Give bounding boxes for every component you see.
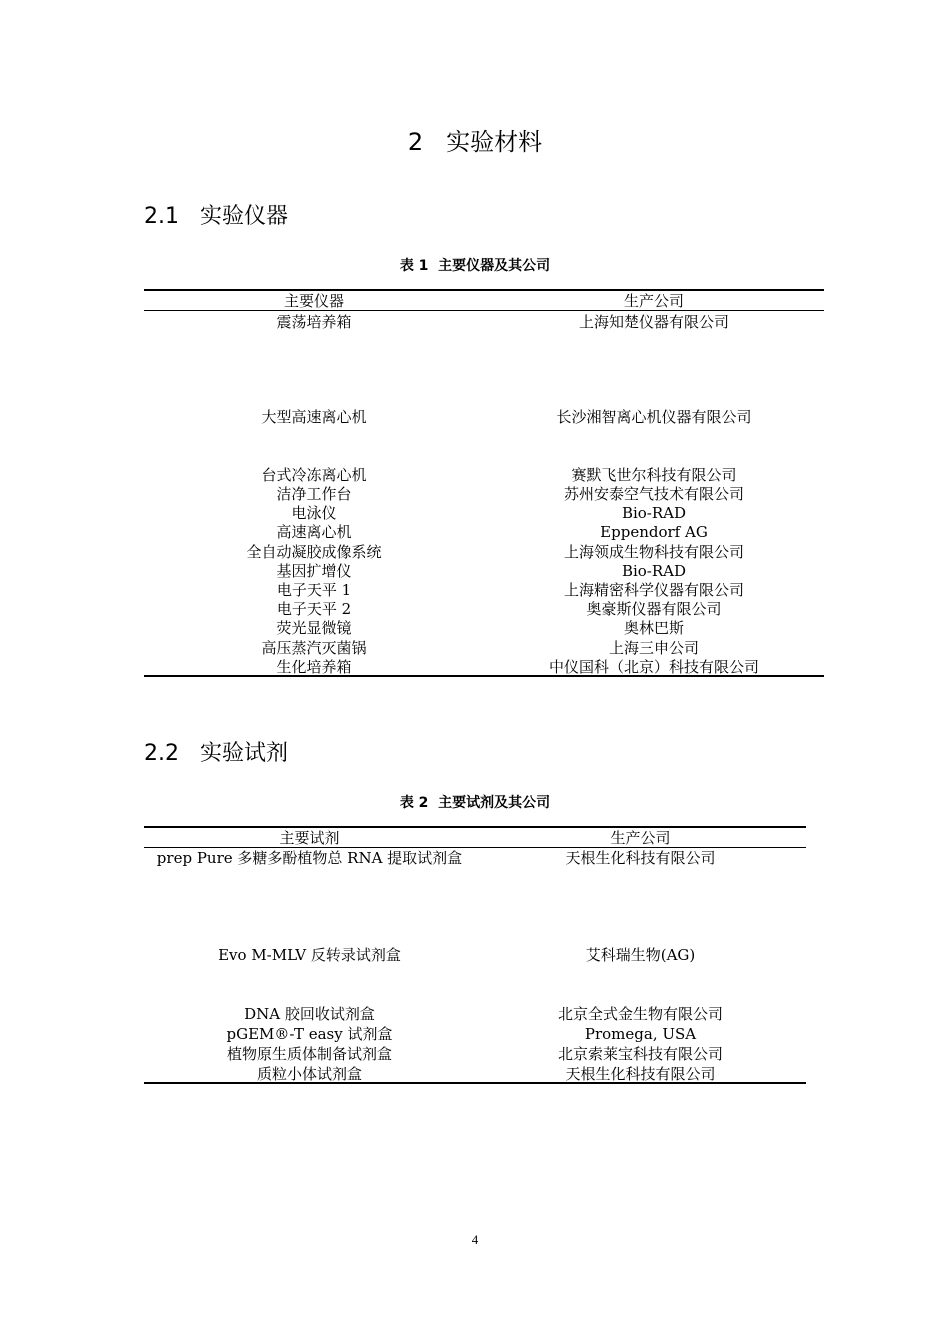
table-cell: Bio-RAD bbox=[621, 562, 687, 580]
table-cell: 全自动凝胶成像系统 bbox=[246, 543, 382, 561]
table-cell: 震荡培养箱 bbox=[276, 313, 352, 331]
section-title-reagents: 2.2 实验试剂 bbox=[144, 741, 288, 766]
table-cell: 电子天平 1 bbox=[276, 581, 352, 599]
table-cell: 电泳仪 bbox=[291, 504, 337, 522]
table-top-rule bbox=[144, 826, 806, 828]
section-title-instruments: 2.1 实验仪器 bbox=[144, 204, 288, 229]
table-cell: 质粒小体试剂盒 bbox=[256, 1065, 362, 1083]
table-cell: Eppendorf AG bbox=[600, 523, 708, 541]
table-cell: 大型高速离心机 bbox=[261, 408, 367, 426]
table-cell: 高速离心机 bbox=[276, 523, 352, 541]
table-cell: 长沙湘智离心机仪器有限公司 bbox=[556, 408, 752, 426]
table-header-cell: 生产公司 bbox=[623, 292, 684, 310]
table-cell: 北京全式金生物有限公司 bbox=[557, 1005, 723, 1023]
table-header-rule bbox=[144, 310, 824, 311]
table-cell: 北京索莱宝科技有限公司 bbox=[557, 1045, 723, 1063]
table-cell: 植物原生质体制备试剂盒 bbox=[226, 1045, 392, 1063]
table-cell: DNA 胶回收试剂盒 bbox=[244, 1005, 375, 1023]
table-cell: 荧光显微镜 bbox=[276, 619, 352, 637]
table-cell: 天根生化科技有限公司 bbox=[565, 849, 716, 867]
table-header-cell: 主要试剂 bbox=[279, 829, 340, 847]
table-cell: 赛默飞世尔科技有限公司 bbox=[571, 466, 737, 484]
table-cell: 高压蒸汽灭菌锅 bbox=[261, 639, 367, 657]
table-bottom-rule bbox=[144, 675, 824, 677]
table-cell: Promega, USA bbox=[584, 1025, 697, 1043]
table-cell: 上海精密科学仪器有限公司 bbox=[563, 581, 744, 599]
table-cell: 上海领成生物科技有限公司 bbox=[563, 543, 744, 561]
table-cell: 奥豪斯仪器有限公司 bbox=[586, 600, 722, 618]
table-cell: 奥林巴斯 bbox=[623, 619, 684, 637]
table-cell: 中仪国科（北京）科技有限公司 bbox=[548, 658, 759, 676]
table-header-rule bbox=[144, 847, 806, 848]
table-caption-reagents: 表 2 主要试剂及其公司 bbox=[399, 795, 551, 811]
table-cell: 基因扩增仪 bbox=[276, 562, 352, 580]
table-cell: 台式冷冻离心机 bbox=[261, 466, 367, 484]
table-cell: pGEM®-T easy 试剂盒 bbox=[226, 1025, 393, 1043]
page-number: 4 bbox=[471, 1232, 479, 1247]
table-cell: 生化培养箱 bbox=[276, 658, 352, 676]
table-cell: Evo M-MLV 反转录试剂盒 bbox=[218, 946, 401, 964]
table-cell: 洁净工作台 bbox=[276, 485, 352, 503]
table-cell: 天根生化科技有限公司 bbox=[565, 1065, 716, 1083]
table-cell: 上海知楚仪器有限公司 bbox=[578, 313, 729, 331]
table-cell: 上海三申公司 bbox=[608, 639, 699, 657]
table-cell: 电子天平 2 bbox=[276, 600, 352, 618]
table-cell: prep Pure 多糖多酚植物总 RNA 提取试剂盒 bbox=[156, 849, 463, 867]
table-header-cell: 主要仪器 bbox=[283, 292, 344, 310]
table-top-rule bbox=[144, 289, 824, 291]
table-cell: 艾科瑞生物(AG) bbox=[585, 946, 696, 964]
table-cell: 苏州安泰空气技术有限公司 bbox=[563, 485, 744, 503]
table-header-cell: 生产公司 bbox=[610, 829, 671, 847]
table-caption-instruments: 表 1 主要仪器及其公司 bbox=[399, 258, 551, 274]
table-bottom-rule bbox=[144, 1082, 806, 1084]
table-cell: Bio-RAD bbox=[621, 504, 687, 522]
chapter-title: 2 实验材料 bbox=[407, 128, 543, 156]
